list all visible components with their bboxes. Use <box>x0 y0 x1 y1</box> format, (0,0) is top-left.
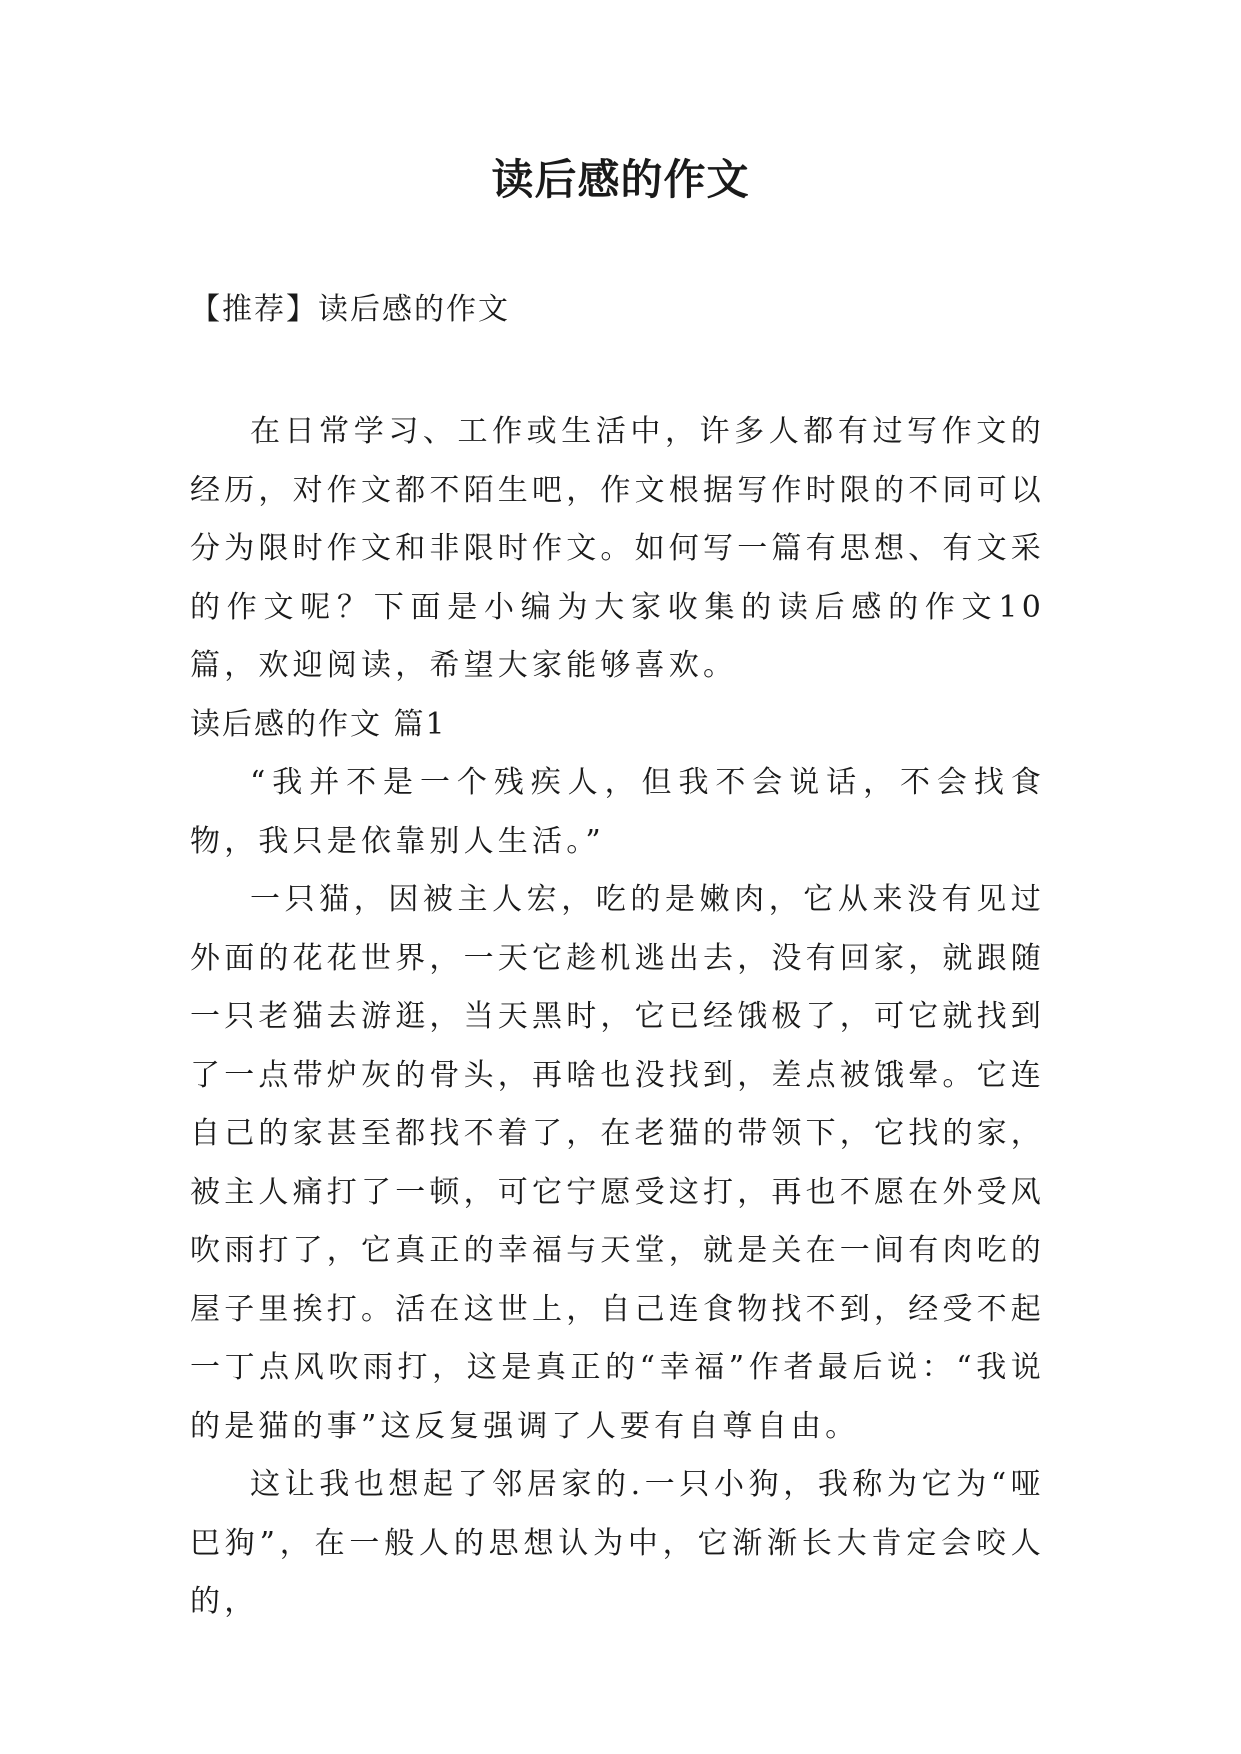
quote-paragraph: “我并不是一个残疾人，但我不会说话，不会找食物，我只是依靠别人生活。” <box>190 765 1045 859</box>
section-heading: 读后感的作文 篇1 <box>190 706 447 742</box>
body-paragraph: 一只猫，因被主人宏，吃的是嫩肉，它从来没有见过外面的花花世界，一天它趁机逃出去，没有回家，就跟随一只老猫去游逛，当天黑时，它已经饿极了，可它就找到了一点带炉灰的骨头，再啥也没找到，差点被饿晕。它连自己的家甚至都找不着了，在老猫的带领下，它找的家，被主人痛打了一顿，可它宁愿受这打，再也不愿在外受风吹雨打了，它真正的幸福与天堂，就是关在一间有肉吃的屋子里挨打。活在这世上，自己连食物找不到，经受不起一丁点风吹雨打，这是真正的“幸福”作者最后说：“我说的是猫的事”这反复强调了人要有自尊自由。 <box>190 882 1045 1444</box>
document-body <box>190 403 1045 1632</box>
body-paragraph: 这让我也想起了邻居家的.一只小狗，我称为它为“哑巴狗”，在一般人的思想认为中，它渐渐长大肯定会咬人的， <box>190 1467 1045 1619</box>
intro-paragraph: 在日常学习、工作或生活中，许多人都有过写作文的经历，对作文都不陌生吧，作文根据写作时限的不同可以分为限时作文和非限时作文。如何写一篇有思想、有文采的作文呢？下面是小编为大家收集的读后感的作文10篇，欢迎阅读，希望大家能够喜欢。 <box>190 414 1045 683</box>
document-subtitle: 【推荐】读后感的作文 <box>190 292 510 327</box>
document-title: 读后感的作文 <box>491 155 750 204</box>
